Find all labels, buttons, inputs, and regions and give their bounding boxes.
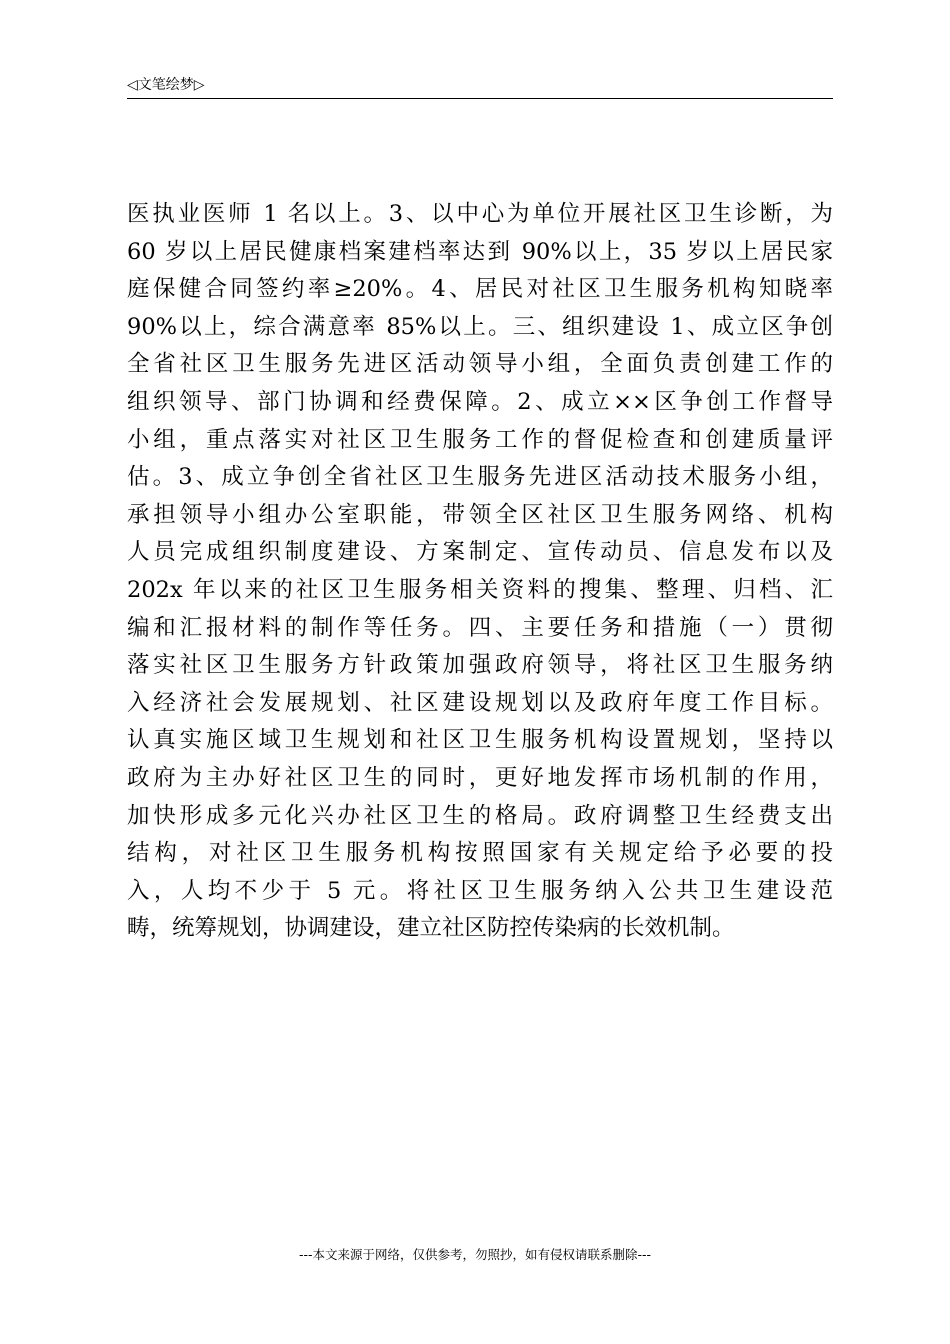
body-line: 202x 年以来的社区卫生服务相关资料的搜集、整理、归档、汇 [127, 576, 833, 603]
body-line: 人员完成组织制度建设、方案制定、宣传动员、信息发布以及 [127, 539, 833, 566]
body-line: 90%以上，综合满意率 85%以上。三、组织建设 1、成立区争创 [127, 313, 833, 340]
body-line: 估。3、成立争创全省社区卫生服务先进区活动技术服务小组， [127, 464, 833, 491]
body-line: 组织领导、部门协调和经费保障。2、成立××区争创工作督导 [127, 388, 833, 415]
body-line: 认真实施区域卫生规划和社区卫生服务机构设置规划，坚持以 [127, 727, 833, 754]
body-line: 加快形成多元化兴办社区卫生的格局。政府调整卫生经费支出 [127, 802, 833, 829]
page-footer-disclaimer: ---本文来源于网络，仅供参考，勿照抄，如有侵权请联系删除--- [298, 1247, 652, 1262]
header-title: ◁文笔绘梦▷ [127, 77, 205, 93]
body-line: 入，人均不少于 5 元。将社区卫生服务纳入公共卫生建设范 [127, 877, 833, 904]
body-line: 入经济社会发展规划、社区建设规划以及政府年度工作目标。 [127, 689, 833, 716]
body-line: 庭保健合同签约率≥20%。4、居民对社区卫生服务机构知晓率 [127, 276, 833, 303]
body-line: 医执业医师 1 名以上。3、以中心为单位开展社区卫生诊断，为 [127, 201, 833, 227]
body-line: 编和汇报材料的制作等任务。四、主要任务和措施（一）贯彻 [127, 614, 833, 641]
body-line: 承担领导小组办公室职能，带领全区社区卫生服务网络、机构 [127, 501, 833, 528]
body-line: 结构，对社区卫生服务机构按照国家有关规定给予必要的投 [127, 840, 833, 867]
body-line: 60 岁以上居民健康档案建档率达到 90%以上，35 岁以上居民家 [127, 238, 833, 265]
document-body [127, 196, 833, 948]
body-line: 政府为主办好社区卫生的同时，更好地发挥市场机制的作用， [127, 764, 833, 791]
body-line: 畴，统筹规划，协调建设，建立社区防控传染病的长效机制。 [127, 915, 735, 942]
body-line: 全省社区卫生服务先进区活动领导小组，全面负责创建工作的 [127, 351, 833, 378]
body-line: 小组，重点落实对社区卫生服务工作的督促检查和创建质量评 [127, 426, 833, 453]
page-header [127, 72, 833, 99]
body-line: 落实社区卫生服务方针政策加强政府领导，将社区卫生服务纳 [127, 652, 833, 679]
